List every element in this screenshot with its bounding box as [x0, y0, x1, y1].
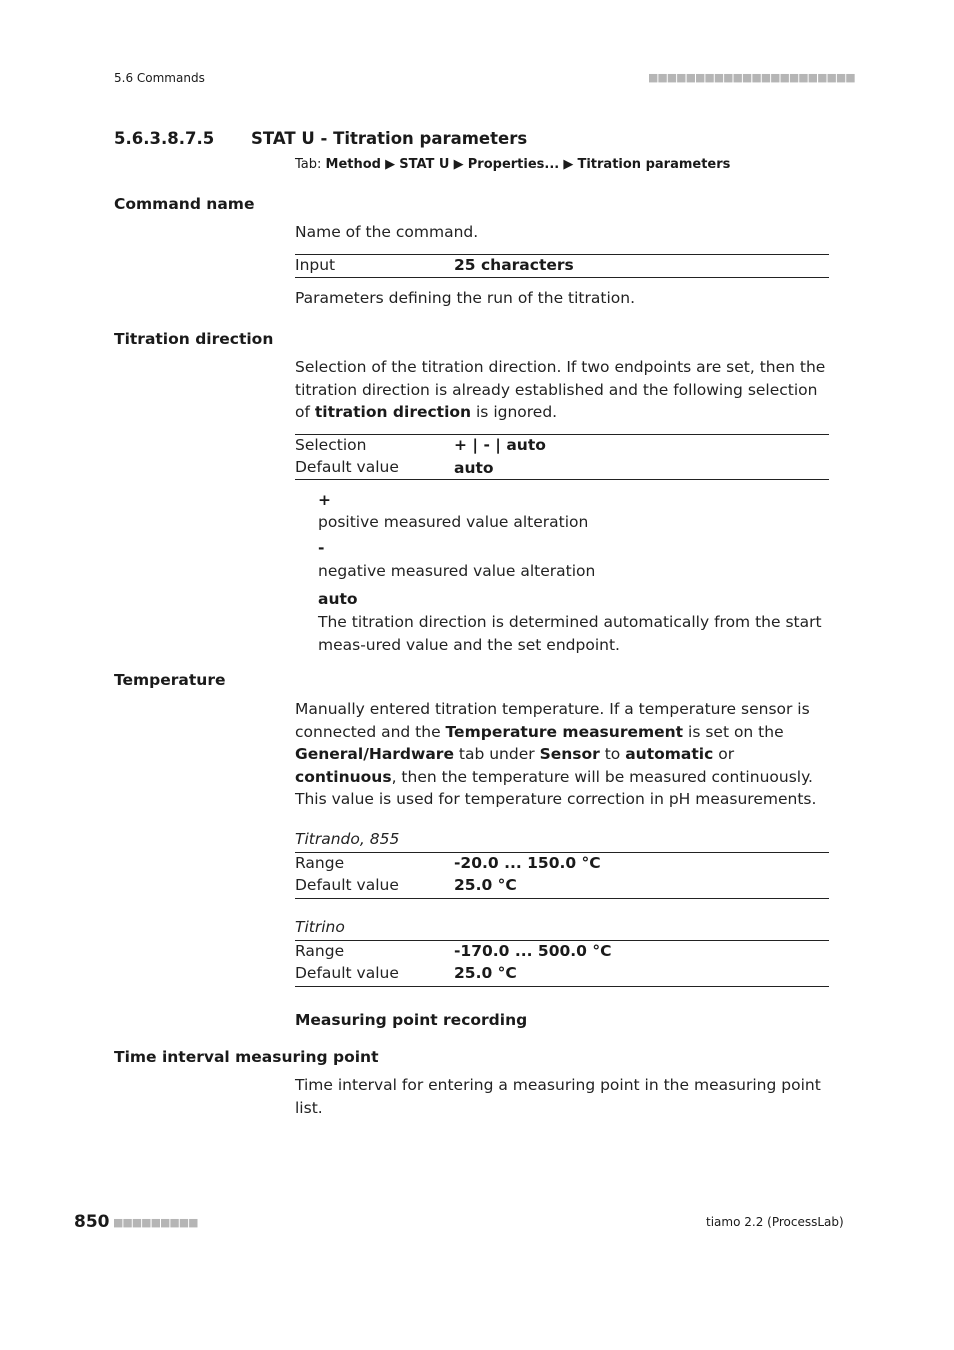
table-rule	[295, 940, 829, 941]
table-key: Default value	[295, 964, 399, 982]
tab-path-item: Method	[325, 157, 381, 172]
subsection-heading: Measuring point recording	[295, 1011, 528, 1029]
tab-path-prefix: Tab:	[295, 157, 326, 172]
table-rule	[295, 434, 829, 435]
option-description: negative measured value alteration	[318, 562, 596, 580]
option-description: positive measured value alteration	[318, 513, 589, 531]
temperature-description: Manually entered titration temperature. If a temperature sensor is connected and the Temperature measurement is set on the General/Hardware tab under Sensor to automatic or continuous, then the temperature will be measured continuously. This value is used for temperature correction in pH measurements.	[295, 700, 817, 808]
table-value: auto	[454, 459, 494, 477]
table-rule	[295, 479, 829, 480]
option-description: The titration direction is determined automatically from the start meas-ured value and the set endpoint.	[318, 613, 822, 654]
tab-path-separator: ▶	[559, 157, 578, 172]
tab-path-item: Titration parameters	[577, 157, 731, 172]
page-number: 850	[74, 1212, 110, 1232]
titration-direction-description: Selection of the titration direction. If two endpoints are set, then the titration direction is already established and the following selection of titration direction is ignored.	[295, 358, 826, 421]
table-rule	[295, 986, 829, 987]
option-name: -	[318, 539, 325, 557]
running-header-dots: ■■■■■■■■■■■■■■■■■■■■■■	[648, 71, 855, 84]
table-key: Input	[295, 256, 336, 274]
table-rule	[295, 852, 829, 853]
running-header-section: 5.6 Commands	[114, 71, 205, 85]
param-label-temperature: Temperature	[114, 671, 226, 689]
param-label-time-interval: Time interval measuring point	[114, 1048, 379, 1066]
table-value: 25 characters	[454, 256, 574, 274]
option-name: auto	[318, 590, 358, 608]
table-key: Selection	[295, 436, 367, 454]
table-value: -20.0 ... 150.0 °C	[454, 854, 601, 872]
tab-path-item: Properties...	[467, 157, 560, 172]
tab-path-item: STAT U	[399, 157, 450, 172]
tab-path-separator: ▶	[449, 157, 468, 172]
table-key: Range	[295, 854, 345, 872]
table-key: Default value	[295, 458, 399, 476]
section-title: STAT U - Titration parameters	[251, 129, 528, 148]
param-label-titration-direction: Titration direction	[114, 330, 274, 348]
table-rule	[295, 898, 829, 899]
section-number: 5.6.3.8.7.5	[114, 129, 215, 148]
footer-dots: ■■■■■■■■■	[113, 1216, 198, 1229]
table-rule	[295, 254, 829, 255]
table-value: 25.0 °C	[454, 876, 517, 894]
device-caption: Titrando, 855	[295, 830, 400, 848]
table-key: Default value	[295, 876, 399, 894]
param-label-command-name: Command name	[114, 195, 255, 213]
tab-path-separator: ▶	[381, 157, 400, 172]
device-caption: Titrino	[295, 918, 345, 936]
command-name-description: Name of the command.	[295, 223, 479, 241]
table-value: + | - | auto	[454, 436, 546, 454]
table-rule	[295, 277, 829, 278]
time-interval-description: Time interval for entering a measuring point in the measuring point list.	[295, 1076, 821, 1117]
table-value: 25.0 °C	[454, 964, 517, 982]
product-name: tiamo 2.2 (ProcessLab)	[706, 1215, 844, 1229]
option-name: +	[318, 491, 331, 509]
tab-path	[295, 157, 730, 172]
table-value: -170.0 ... 500.0 °C	[454, 942, 612, 960]
table-key: Range	[295, 942, 345, 960]
parameters-intro: Parameters defining the run of the titration.	[295, 289, 635, 307]
